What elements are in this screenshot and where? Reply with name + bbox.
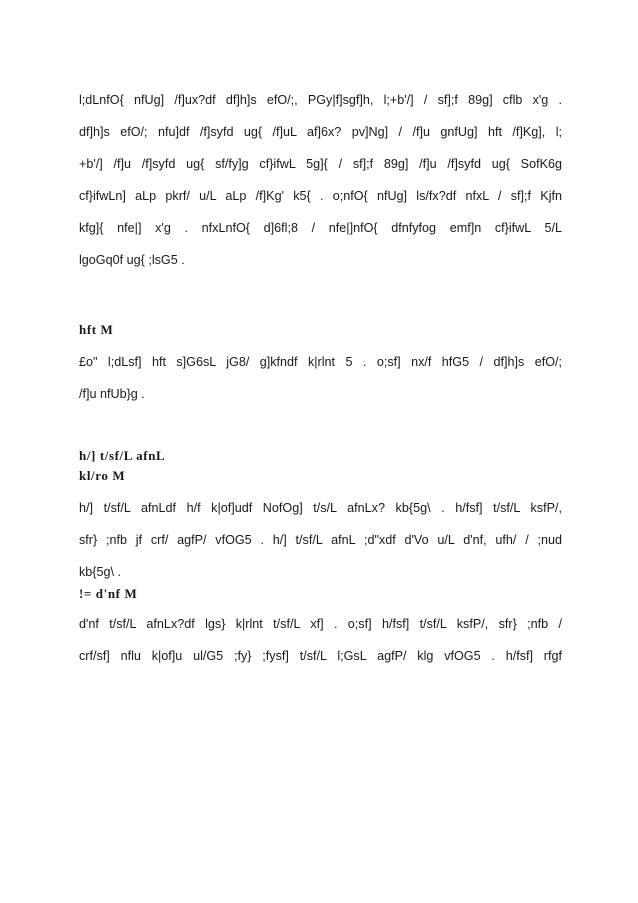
text-line: d'nf t/sf/L afnLx?df lgs} k|rlnt t/sf/L xf] . o;sf] h/fsf] t/sf/L ksfP/, sfr} ;nfb /	[79, 617, 562, 631]
paragraph-disease-control	[79, 84, 562, 276]
heading-variety: hft M	[79, 322, 114, 337]
heading-radish: != d'nf M	[79, 586, 138, 601]
text-line: kb{5g\ .	[79, 565, 122, 579]
text-line: cf}ifwLn] aLp pkrf/ u/L aLp /f]Kg' k5{ . o;nfO{ nfUg] ls/fx?df nfxL / sf];f Kjfn	[79, 189, 562, 203]
paragraph-radish	[79, 608, 562, 672]
text-line: df]h]s efO/; nfu]df /f]syfd ug{ /f]uL af]6x? pv]Ng] / /f]u gnfUg] hft /f]Kg], l;	[79, 125, 562, 139]
heading-introduction: kl/ro M	[79, 468, 126, 483]
text-line: l;dLnfO{ nfUg] /f]ux?df df]h]s efO/;, PGy|f]sgf]h, l;+b'/] / sf];f 89g] cflb x'g .	[79, 93, 562, 107]
text-line: +b'/] /f]u /f]syfd ug{ sf/fy]g cf}ifwL 5g]{ / sf];f 89g] /f]u /f]syfd ug{ SofK6g	[79, 157, 562, 171]
text-line: lgoGq0f ug{ ;lsG5 .	[79, 253, 185, 267]
paragraph-root-vegetables	[79, 492, 562, 588]
paragraph-variety	[79, 346, 562, 410]
document-page	[79, 84, 562, 672]
text-line: crf/sf] nflu k|of]u ul/G5 ;fy} ;fysf] t/sf/L l;GsL agfP/ klg vfOG5 . h/fsf] rfgf	[79, 649, 562, 663]
heading-root-vegetables: h/] t/sf/L afnL	[79, 448, 166, 463]
text-line: h/] t/sf/L afnLdf h/f k|of]udf NofOg] t/s/L afnLx? kb{5g\ . h/fsf] t/sf/L ksfP/,	[79, 501, 562, 515]
text-line: £o" l;dLsf] hft s]G6sL jG8/ g]kfndf k|rlnt 5 . o;sf] nx/f hfG5 / df]h]s efO/;	[79, 355, 562, 369]
text-line: kfg]{ nfe|] x'g . nfxLnfO{ d]6fl;8 / nfe|]nfO{ dfnfyfog emf]n cf}ifwL 5/L	[79, 221, 562, 235]
text-line: sfr} ;nfb jf crf/ agfP/ vfOG5 . h/] t/sf/L afnL ;d"xdf d'Vo u/L d'nf, ufh/ / ;nud	[79, 533, 562, 547]
text-line: /f]u nfUb}g .	[79, 387, 145, 401]
